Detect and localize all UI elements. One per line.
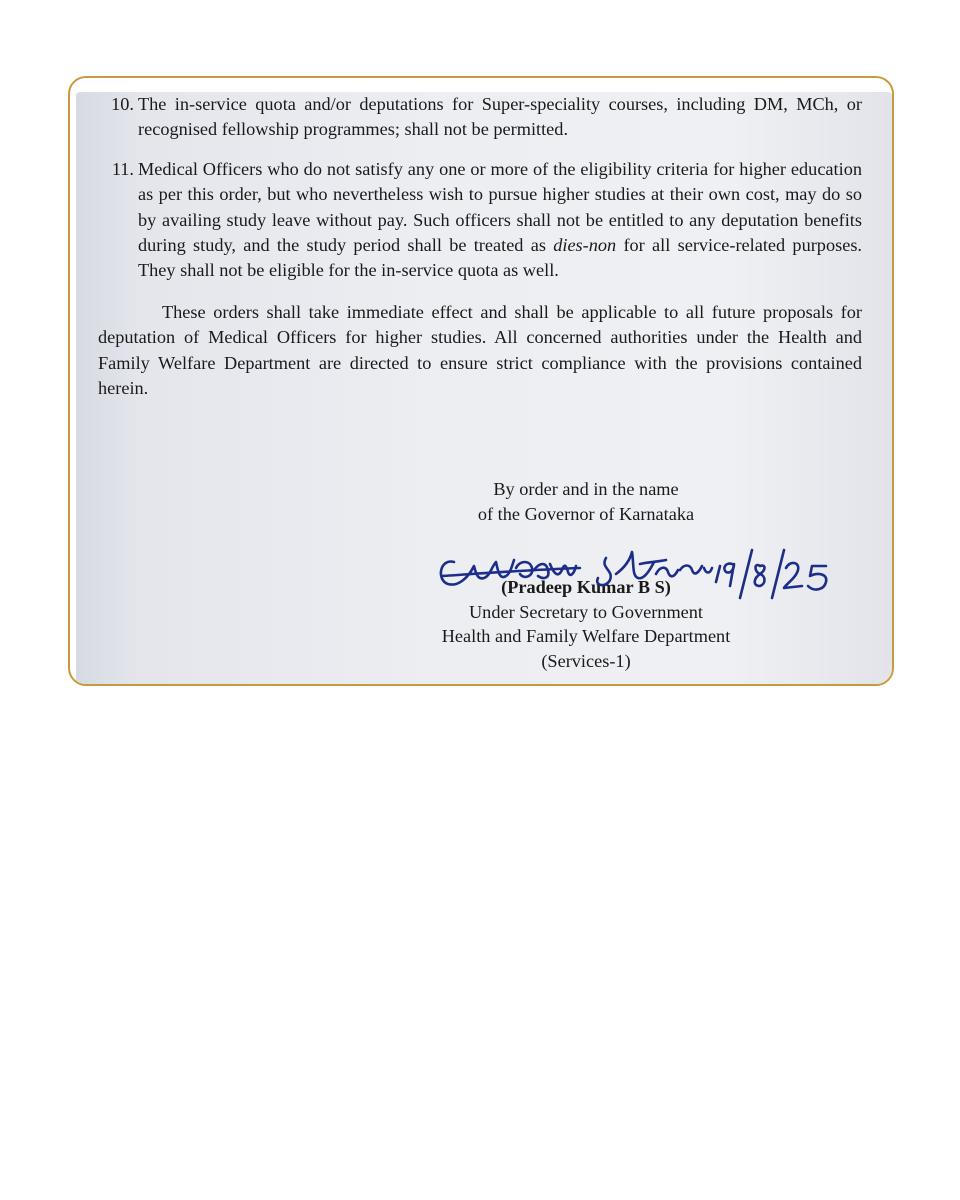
signatory-name: (Pradeep Kumar B S) — [501, 577, 671, 597]
clause-10 — [98, 92, 862, 143]
document-frame — [68, 76, 894, 686]
authority-line-2: of the Governor of Karnataka — [477, 503, 695, 524]
clause-number: 11. — [111, 158, 134, 179]
document-body — [98, 92, 862, 401]
clause-11-italic-term: dies-non — [553, 235, 617, 256]
closing-paragraph: These orders shall take immediate effect and shall be applicable to all future proposals for deputation of Medical Officers for higher studies. All concerned authorities under the Health and Family Welfare Department are directed to ensure strict compliance with the provisions contained herein. — [98, 301, 862, 399]
signatory-designation: Under Secretary to Government — [468, 601, 703, 622]
clause-11 — [98, 157, 862, 284]
clause-text — [138, 157, 862, 284]
handwritten-date: 19/8/25 — [434, 540, 438, 541]
clause-11-text-part1: Medical Officers who do not satisfy any one or more of the eligibility criteria for higher education as per this order, but who nevertheless wish to pursue higher studies at their own cost, may do so by availing study leave without pay. Such officers shall not be entitled to any deputation benefits during study, and the study period shall be treated as — [138, 158, 862, 256]
clause-text — [138, 92, 862, 143]
authority-line-1: By order and in the name — [493, 479, 679, 499]
clause-number: 10. — [111, 94, 134, 114]
signatory-section: (Services-1) — [541, 650, 631, 671]
handwritten-signature — [434, 540, 854, 604]
clause-11-text — [138, 157, 862, 284]
signatory-department: Health and Family Welfare Department — [441, 626, 731, 646]
clause-10-text: The in-service quota and/or deputations for Super-speciality courses, including DM, MCh, or recognised fellowship programmes; shall not be permitted. — [138, 94, 862, 140]
clause-11-text-part2: for all service-related purposes. They shall not be eligible for the in-service quota as well. — [138, 235, 863, 281]
document-page — [76, 92, 892, 686]
